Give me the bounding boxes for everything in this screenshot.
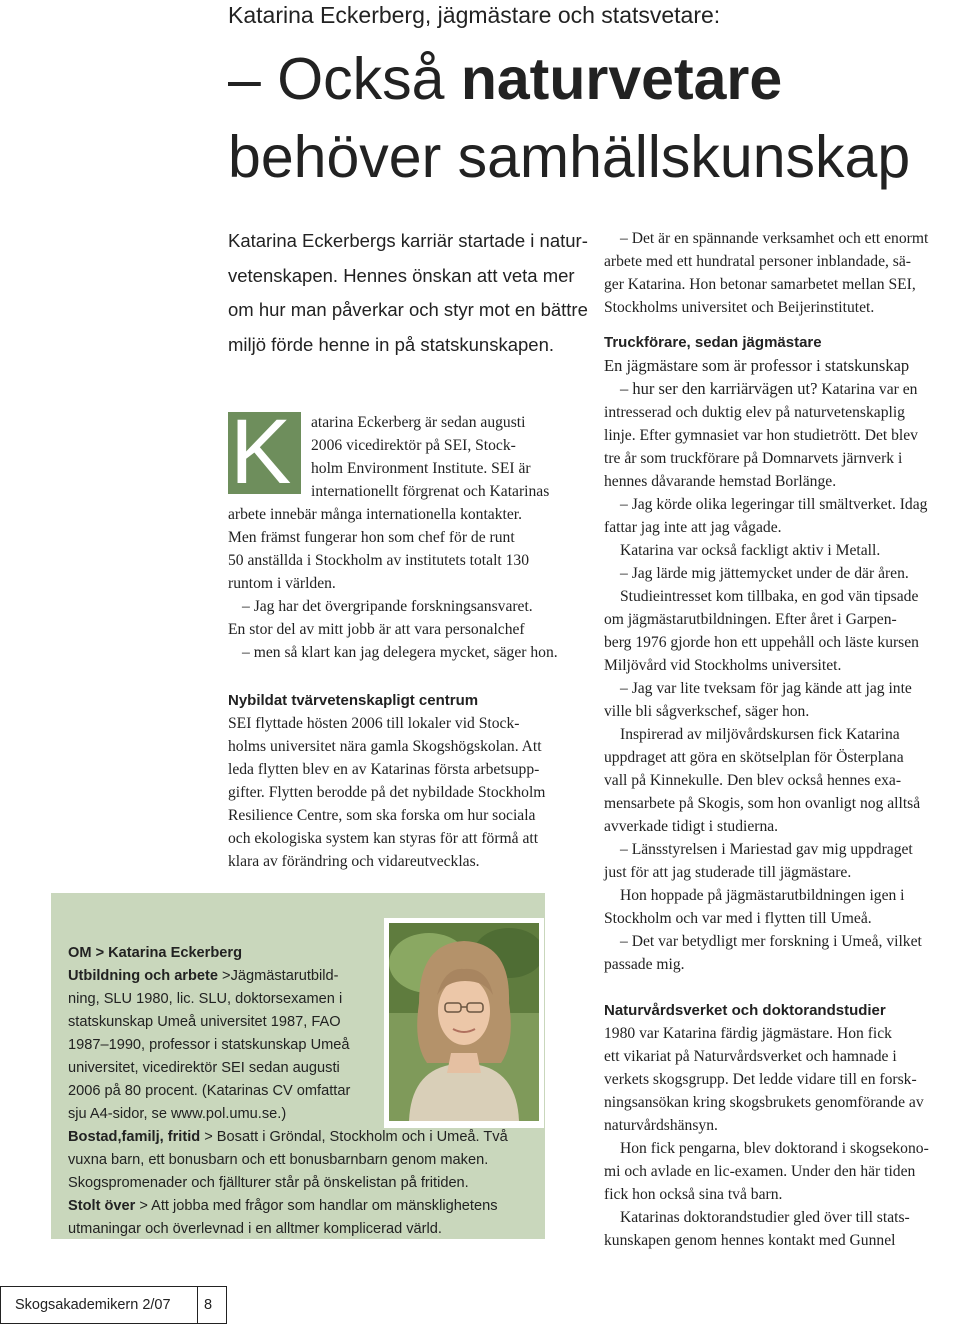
- drop-cap: [228, 401, 301, 503]
- lede-line: om hur man påverkar och styr mot en bättre: [228, 299, 588, 320]
- quote-line: – Länsstyrelsen i Mariestad gav mig uppdraget: [620, 841, 913, 858]
- headline-line-2: behöver samhällskunskap: [228, 124, 911, 190]
- body-line: tre år som truckförare på Domnarvets järnverk i: [604, 450, 903, 467]
- body-line: ett vikariat på Naturvårdsverket och hamnade i: [604, 1048, 897, 1065]
- body-line: linje. Efter gymnasiet var hon studietrött. Det blev: [604, 427, 918, 444]
- fact-line: sju A4-sidor, se www.pol.umu.se.): [68, 1106, 287, 1122]
- section-centre: [228, 689, 545, 873]
- body-line: gifter. Flytten berodde på det nybildade Stockholm: [228, 784, 546, 801]
- body-line: Resilience Centre, som ska forska om hur sociala: [228, 807, 536, 824]
- article-headline: [228, 40, 948, 196]
- spacer: [604, 319, 929, 331]
- body-line: En stor del av mitt jobb är att vara personalchef: [228, 621, 525, 638]
- body-line: Stockholm och var med i flytten till Umeå.: [604, 910, 872, 927]
- headline-dash-part: – Också: [228, 46, 461, 112]
- fact-text: > Att jobba med frågor som handlar om mänsklighetens: [135, 1198, 498, 1214]
- body-line: Stockholms universitet och Beijerinstitutet.: [604, 299, 875, 316]
- fact-box-title: OM > Katarina Eckerberg: [68, 945, 242, 961]
- fact-line: vuxna barn, ett bonusbarn och ett bonusbarnbarn genom maken.: [68, 1152, 489, 1168]
- body-line: mi och avlade en lic-examen. Under den här tiden: [604, 1163, 916, 1180]
- body-line: klara av förändring och vidareutvecklas.: [228, 853, 480, 870]
- body-line: fick hon också sina två barn.: [604, 1186, 783, 1203]
- section-heading: Nybildat tvärvetenskapligt centrum: [228, 692, 479, 709]
- footer-divider: [197, 1287, 198, 1323]
- body-line: avverkade tidigt i studierna.: [604, 818, 779, 835]
- body-line: ningsansökan kring skogsbrukets genomförande av: [604, 1094, 924, 1111]
- article-lede: [228, 224, 608, 362]
- body-line: Katarina var också fackligt aktiv i Metall.: [620, 542, 881, 559]
- fact-line: universitet, vicedirektör SEI sedan augusti: [68, 1060, 340, 1076]
- lede-line: Katarina Eckerbergs karriär startade i natur-: [228, 230, 588, 251]
- body-line: Hon hoppade på jägmästarutbildningen igen i: [620, 887, 905, 904]
- fact-line: [68, 1195, 508, 1218]
- body-line: Katarinas doktorandstudier gled över till stats-: [620, 1209, 910, 1226]
- publication-name: Skogsakademikern 2/07: [15, 1297, 171, 1313]
- body-line: SEI flyttade hösten 2006 till lokaler vid Stock-: [228, 715, 520, 732]
- quote-line: – Det var betydligt mer forskning i Umeå, vilket: [620, 933, 922, 950]
- body-line: och ekologiska system kan styras för att förmå att: [228, 830, 539, 847]
- body-line: leda flytten blev en av Katarinas första arbetsupp-: [228, 761, 540, 778]
- body-line: kunskapen genom hennes kontakt med Gunnel: [604, 1232, 896, 1249]
- question-line: [604, 377, 929, 401]
- body-line: passade mig.: [604, 956, 685, 973]
- drop-cap-letter: K: [230, 401, 292, 503]
- headline-bold-word: naturvetare: [460, 46, 783, 112]
- quote-line: – Jag har det övergripande forskningsansvaret.: [242, 598, 533, 615]
- column-2: [604, 227, 929, 1252]
- body-line: berg 1976 gjorde hon ett uppehåll och läste kursen: [604, 634, 919, 651]
- body-line: mensarbete på Skogis, som hon ovanligt nog alltså: [604, 795, 921, 812]
- column-1-intro: [311, 411, 549, 503]
- body-line: naturvårdshänsyn.: [604, 1117, 718, 1134]
- fact-line: [68, 1126, 508, 1149]
- fact-label: Stolt över: [68, 1198, 136, 1214]
- body-line: runtom i världen.: [228, 575, 336, 592]
- spacer: [604, 976, 929, 999]
- quote-line: – Jag lärde mig jättemycket under de där åren.: [620, 565, 909, 582]
- fact-line: utmaningar och överlevnad i en alltmer komplicerad värld.: [68, 1221, 442, 1237]
- body-line: Inspirerad av miljövårdskursen fick Katarina: [620, 726, 900, 743]
- article-kicker: Katarina Eckerberg, jägmästare och statsvetare:: [228, 2, 721, 28]
- quote-line: – Jag körde olika legeringar till smältverket. Idag: [620, 496, 928, 513]
- quote-line: – Det är en spännande verksamhet och ett enormt: [620, 230, 929, 247]
- body-line: internationellt förgrenat och Katarinas: [311, 483, 550, 500]
- fact-line: statskunskap Umeå universitet 1987, FAO: [68, 1014, 341, 1030]
- body-line: om jägmästarutbildningen. Efter året i Garpen-: [604, 611, 897, 628]
- lede-line: vetenskapen. Hennes önskan att veta mer: [228, 264, 575, 286]
- fact-box-text: [68, 942, 508, 1241]
- body-line: verkets skogsgrupp. Det ledde vidare till en forsk-: [604, 1071, 917, 1088]
- fact-line: ning, SLU 1980, lic. SLU, doktorsexamen i: [68, 991, 343, 1007]
- body-line: vall på Kinnekulle. Den blev också hennes exa-: [604, 772, 902, 789]
- body-line: fattar jag inte att jag vågade.: [604, 519, 782, 536]
- fact-line: [68, 965, 508, 988]
- body-line: Miljövård vid Stockholms universitet.: [604, 657, 842, 674]
- question-line: En jägmästare som är professor i statskunskap: [604, 356, 910, 375]
- body-line: 50 anställda i Stockholm av institutets totalt 130: [228, 552, 530, 569]
- fact-line: 2006 på 80 procent. (Katarinas CV omfattar: [68, 1083, 351, 1099]
- fact-text: > Bosatt i Gröndal, Stockholm och i Umeå. Två: [200, 1129, 508, 1145]
- column-1-body: [228, 503, 558, 664]
- fact-text: >Jägmästarutbild-: [218, 968, 339, 984]
- lede-line: miljö förde henne in på statskunskapen.: [228, 333, 555, 355]
- body-line: hennes dåvarande hemstad Borlänge.: [604, 473, 837, 490]
- question-text: – hur ser den karriärvägen ut?: [620, 379, 818, 398]
- fact-label: Utbildning och arbete: [68, 968, 218, 984]
- body-line: atarina Eckerberg är sedan augusti: [311, 414, 526, 431]
- body-line: Hon fick pengarna, blev doktorand i skogsekono-: [620, 1140, 929, 1157]
- body-line: ville bli sågverkschef, säger hon.: [604, 703, 810, 720]
- body-line: arbete med ett hundratal personer inblandade, sä-: [604, 253, 911, 270]
- fact-label: Bostad,familj, fritid: [68, 1129, 201, 1145]
- section-heading: Truckförare, sedan jägmästare: [604, 334, 822, 351]
- page-number: 8: [204, 1297, 213, 1313]
- body-line: holm Environment Institute. SEI är: [311, 460, 531, 477]
- body-line: Studieintresset kom tillbaka, en god vän tipsade: [620, 588, 919, 605]
- body-line: 1980 var Katarina färdig jägmästare. Hon fick: [604, 1025, 892, 1042]
- body-line: ger Katarina. Hon betonar samarbetet mellan SEI,: [604, 276, 916, 293]
- body-line: uppdraget att göra en skötselplan för Österplana: [604, 749, 904, 766]
- body-line: intresserad och duktig elev på naturvetenskaplig: [604, 404, 905, 421]
- section-heading: Naturvårdsverket och doktorandstudier: [604, 1002, 886, 1019]
- body-line: arbete innebär många internationella kontakter.: [228, 506, 522, 523]
- body-line: holms universitet nära gamla Skogshögskolan. Att: [228, 738, 542, 755]
- fact-line: 1987–1990, professor i statskunskap Umeå: [68, 1037, 350, 1053]
- page-footer: [0, 1286, 227, 1324]
- fact-line: Skogspromenader och fjällturer står på önskelistan på fritiden.: [68, 1175, 469, 1191]
- quote-line: – Jag var lite tveksam för jag kände att jag inte: [620, 680, 912, 697]
- body-line: Men främst fungerar hon som chef för de runt: [228, 529, 515, 546]
- body-line: 2006 vicedirektör på SEI, Stock-: [311, 437, 516, 454]
- body-line: – men så klart kan jag delegera mycket, säger hon.: [242, 644, 558, 661]
- question-tail: Katarina var en: [817, 381, 918, 398]
- body-line: just för att jag studerade till jägmästare.: [604, 864, 852, 881]
